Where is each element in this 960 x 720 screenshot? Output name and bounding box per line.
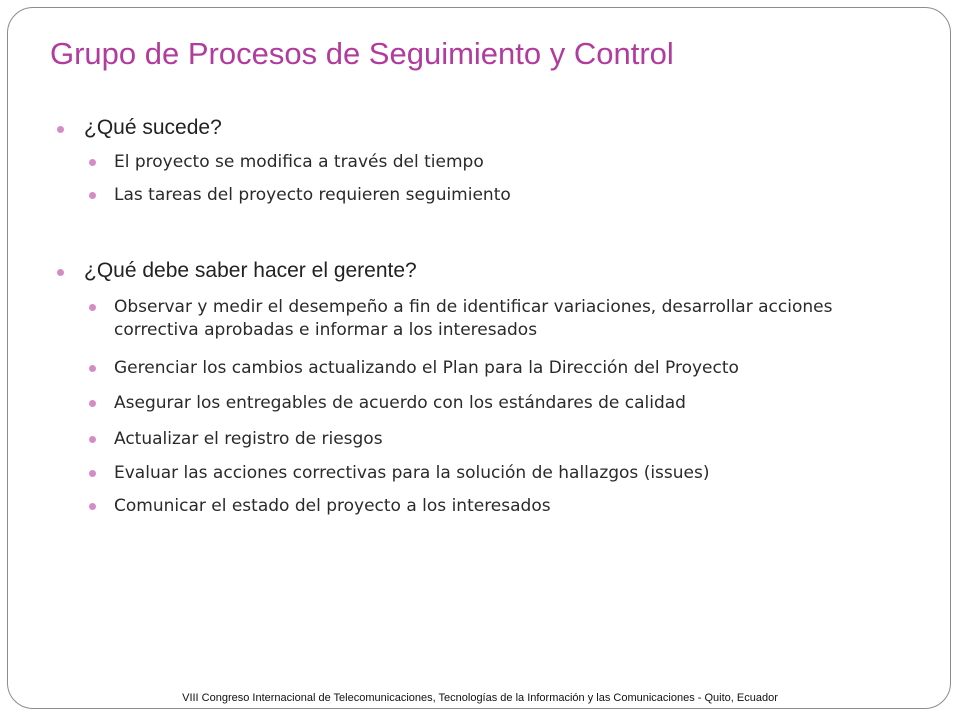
list-item-text: Actualizar el registro de riesgos [114,429,383,449]
list-item-text: Comunicar el estado del proyecto a los interesados [114,496,551,516]
list-item [114,462,854,485]
bullet-icon [89,304,96,311]
section-heading-que-sucede [84,116,222,140]
list-item [114,392,854,415]
list-item-text: Evaluar las acciones correctivas para la solución de hallazgos (issues) [114,463,710,483]
list-item [114,184,854,207]
bullet-icon [89,436,96,443]
section-heading-gerente [84,259,417,283]
list-item [114,357,854,380]
bullet-icon [89,503,96,510]
bullet-icon [57,126,64,133]
bullet-icon [89,400,96,407]
bullet-icon [89,470,96,477]
list-item-text: El proyecto se modifica a través del tiempo [114,152,484,172]
list-item [114,296,854,342]
list-item [114,151,854,174]
slide-footer: VIII Congreso Internacional de Telecomunicaciones, Tecnologías de la Información y las Comunicaciones - Quito, Ecuador [182,692,778,704]
slide-title: Grupo de Procesos de Seguimiento y Control [50,36,674,71]
list-item-text: Asegurar los entregables de acuerdo con los estándares de calidad [114,393,686,413]
list-item-text: Gerenciar los cambios actualizando el Plan para la Dirección del Proyecto [114,358,739,378]
list-item [114,495,854,518]
bullet-icon [57,269,64,276]
list-item-text: Las tareas del proyecto requieren seguimiento [114,185,511,205]
bullet-icon [89,192,96,199]
section-heading-text: ¿Qué debe saber hacer el gerente? [84,259,417,282]
section-heading-text: ¿Qué sucede? [84,116,222,139]
bullet-icon [89,365,96,372]
list-item [114,428,854,451]
bullet-icon [89,159,96,166]
list-item-text: Observar y medir el desempeño a fin de identificar variaciones, desarrollar acciones correctiva aprobadas e informar a los interesados [114,297,833,340]
